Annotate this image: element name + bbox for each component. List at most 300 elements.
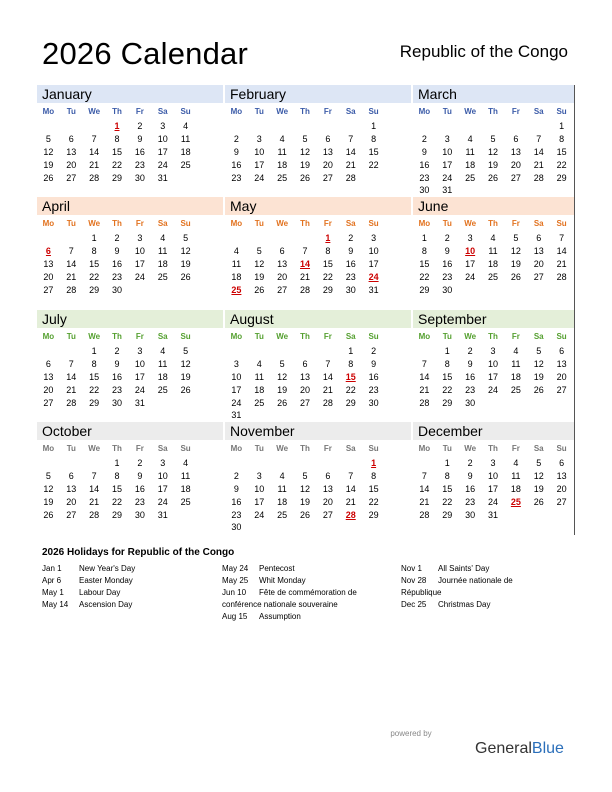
week-row — [413, 495, 573, 508]
holiday-day: 14 — [300, 258, 311, 269]
day-cell: 9 — [371, 359, 377, 370]
day-cell: 7 — [325, 359, 331, 370]
weekday-label: Tu — [442, 444, 452, 453]
week-row — [225, 495, 385, 508]
day-cell: 25 — [277, 172, 288, 183]
day-cell: 29 — [442, 509, 453, 520]
day-cell: 6 — [68, 471, 74, 482]
day-cell: 18 — [510, 483, 521, 494]
day-cell: 17 — [254, 496, 265, 507]
day-cell: 11 — [180, 134, 191, 145]
weekday-label: Fr — [323, 444, 332, 453]
day-cell: 2 — [371, 346, 377, 357]
day-cell: 12 — [488, 146, 499, 157]
day-cell: 13 — [66, 483, 77, 494]
day-cell: 30 — [442, 284, 453, 295]
day-cell: 21 — [89, 159, 100, 170]
holiday-column-2 — [222, 563, 357, 623]
day-cell: 26 — [300, 509, 311, 520]
month-march — [413, 85, 573, 197]
day-cell: 22 — [112, 496, 123, 507]
day-cell: 11 — [180, 471, 191, 482]
day-cell: 10 — [157, 471, 168, 482]
day-cell: 6 — [68, 134, 74, 145]
month-january — [37, 85, 197, 197]
day-cell: 22 — [345, 384, 356, 395]
week-row — [413, 146, 573, 159]
week-row — [225, 120, 385, 133]
weekday-label: We — [88, 444, 101, 453]
day-cell: 2 — [233, 134, 239, 145]
month-december — [413, 422, 573, 534]
day-cell: 31 — [368, 284, 379, 295]
weekday-label: Mo — [418, 444, 431, 453]
holiday-name: Pentecost — [259, 564, 295, 573]
weekday-label: Su — [368, 444, 379, 453]
day-cell: 19 — [488, 159, 499, 170]
day-cell: 2 — [444, 233, 450, 244]
weekday-label: Su — [368, 107, 379, 116]
day-cell: 25 — [254, 397, 265, 408]
day-cell: 26 — [254, 284, 265, 295]
day-cell: 17 — [442, 159, 453, 170]
week-row — [413, 470, 573, 483]
day-cell: 26 — [488, 172, 499, 183]
day-cell: 13 — [300, 371, 311, 382]
week-row — [225, 396, 385, 409]
day-cell: 19 — [43, 159, 54, 170]
day-cell: 3 — [256, 471, 262, 482]
weekday-label: Tu — [442, 219, 452, 228]
weekday-label: Sa — [533, 219, 544, 228]
column-separator — [222, 85, 223, 535]
day-cell: 3 — [490, 346, 496, 357]
day-cell: 10 — [134, 359, 145, 370]
quarter-1 — [37, 85, 575, 197]
weekday-header — [225, 440, 385, 457]
weekday-label: Fr — [135, 332, 144, 341]
day-cell: 12 — [533, 471, 544, 482]
week-row — [225, 345, 385, 358]
week-row — [225, 245, 385, 258]
day-cell: 12 — [533, 359, 544, 370]
day-cell: 22 — [442, 496, 453, 507]
page-title: 2026 Calendar — [42, 36, 248, 71]
weekday-label: Tu — [254, 444, 264, 453]
weekday-label: Th — [300, 107, 310, 116]
day-cell: 20 — [43, 271, 54, 282]
day-cell: 25 — [180, 496, 191, 507]
day-cell: 31 — [231, 410, 242, 421]
month-june — [413, 197, 573, 309]
weekday-label: Su — [556, 107, 567, 116]
day-cell: 10 — [254, 146, 265, 157]
day-cell: 6 — [559, 346, 565, 357]
generalblue-logo[interactable] — [475, 740, 564, 758]
day-cell: 28 — [89, 509, 100, 520]
week-row — [413, 345, 573, 358]
day-cell: 26 — [277, 397, 288, 408]
day-cell: 27 — [66, 172, 77, 183]
week-row — [225, 146, 385, 159]
day-cell: 3 — [137, 233, 143, 244]
week-row — [225, 270, 385, 283]
holiday-day: 15 — [345, 371, 356, 382]
day-cell: 19 — [533, 371, 544, 382]
day-cell: 9 — [114, 246, 120, 257]
day-cell: 8 — [325, 246, 331, 257]
holiday-name: Assumption — [259, 612, 301, 621]
day-cell: 12 — [43, 483, 54, 494]
day-cell: 27 — [322, 172, 333, 183]
weekday-label: We — [88, 332, 101, 341]
day-cell: 20 — [277, 271, 288, 282]
holiday-date: Jan 1 — [42, 564, 62, 573]
day-cell: 18 — [465, 159, 476, 170]
day-cell: 14 — [322, 371, 333, 382]
day-cell: 4 — [279, 134, 285, 145]
day-cell: 7 — [536, 134, 542, 145]
weekday-label: We — [88, 107, 101, 116]
week-row — [225, 133, 385, 146]
week-row — [225, 158, 385, 171]
day-cell: 30 — [112, 397, 123, 408]
day-cell: 5 — [536, 346, 542, 357]
weekday-label: Fr — [135, 107, 144, 116]
day-cell: 18 — [157, 371, 168, 382]
weekday-label: Tu — [254, 332, 264, 341]
day-cell: 24 — [134, 271, 145, 282]
country-name: Republic of the Congo — [399, 42, 568, 61]
holiday-day: 1 — [114, 121, 120, 132]
day-cell: 10 — [488, 359, 499, 370]
weekday-label: Sa — [157, 107, 168, 116]
day-cell: 8 — [114, 471, 120, 482]
day-cell: 9 — [137, 471, 143, 482]
holiday-entry — [401, 563, 513, 575]
weekday-label: Sa — [345, 219, 356, 228]
day-cell: 15 — [112, 483, 123, 494]
day-cell: 17 — [231, 384, 242, 395]
day-cell: 23 — [134, 159, 145, 170]
day-cell: 26 — [533, 496, 544, 507]
column-separator — [410, 85, 411, 535]
day-cell: 6 — [536, 233, 542, 244]
weekday-label: Mo — [42, 107, 55, 116]
day-cell: 16 — [419, 159, 430, 170]
week-row — [225, 283, 385, 296]
holiday-day: 25 — [510, 496, 521, 507]
weekday-header — [413, 440, 573, 457]
month-title: April — [37, 197, 223, 215]
day-cell: 2 — [467, 346, 473, 357]
weekday-label: Fr — [511, 107, 520, 116]
day-cell: 26 — [43, 509, 54, 520]
day-cell: 31 — [157, 172, 168, 183]
week-row — [37, 133, 197, 146]
week-row — [225, 470, 385, 483]
day-cell: 19 — [180, 258, 191, 269]
weekday-header — [225, 328, 385, 345]
day-cell: 23 — [442, 271, 453, 282]
holiday-entry — [42, 599, 135, 611]
day-cell: 5 — [302, 471, 308, 482]
weekday-label: Sa — [533, 107, 544, 116]
day-cell: 22 — [89, 271, 100, 282]
weekday-header — [413, 328, 573, 345]
month-title: June — [413, 197, 575, 215]
holiday-date: May 25 — [222, 576, 249, 585]
day-cell: 9 — [233, 146, 239, 157]
day-cell: 27 — [510, 172, 521, 183]
day-cell: 19 — [43, 496, 54, 507]
day-cell: 28 — [300, 284, 311, 295]
weekday-label: Sa — [157, 444, 168, 453]
weekday-label: We — [88, 219, 101, 228]
weekday-label: Su — [556, 219, 567, 228]
week-row — [37, 457, 197, 470]
week-row — [225, 521, 385, 534]
day-cell: 21 — [89, 496, 100, 507]
weekday-label: Th — [112, 107, 122, 116]
week-row — [413, 232, 573, 245]
week-row — [225, 508, 385, 521]
day-cell: 28 — [419, 397, 430, 408]
day-cell: 8 — [559, 134, 565, 145]
day-cell: 6 — [279, 246, 285, 257]
day-cell: 5 — [45, 471, 51, 482]
day-cell: 28 — [66, 397, 77, 408]
day-cell: 28 — [556, 271, 567, 282]
day-cell: 23 — [231, 509, 242, 520]
month-title: November — [225, 422, 411, 440]
day-cell: 16 — [231, 496, 242, 507]
day-cell: 14 — [419, 483, 430, 494]
day-cell: 26 — [180, 271, 191, 282]
holiday-entry — [222, 587, 357, 599]
holiday-name: Labour Day — [79, 588, 121, 597]
day-cell: 18 — [510, 371, 521, 382]
powered-by-text: powered by — [390, 729, 432, 738]
weekday-label: Sa — [157, 332, 168, 341]
day-cell: 18 — [277, 159, 288, 170]
weekday-label: We — [464, 219, 477, 228]
day-cell: 9 — [467, 359, 473, 370]
month-title: July — [37, 310, 223, 328]
day-cell: 17 — [254, 159, 265, 170]
weekday-label: Su — [368, 332, 379, 341]
day-cell: 7 — [302, 246, 308, 257]
day-cell: 6 — [302, 359, 308, 370]
day-cell: 23 — [465, 384, 476, 395]
day-cell: 4 — [467, 134, 473, 145]
weekday-label: Sa — [157, 219, 168, 228]
month-september — [413, 310, 573, 422]
weekday-label: Mo — [230, 219, 243, 228]
holiday-date: May 14 — [42, 600, 69, 609]
day-cell: 13 — [322, 483, 333, 494]
day-cell: 8 — [348, 359, 354, 370]
holiday-day: 25 — [231, 284, 242, 295]
weekday-label: Sa — [345, 444, 356, 453]
day-cell: 3 — [160, 458, 166, 469]
day-cell: 7 — [68, 359, 74, 370]
day-cell: 27 — [556, 496, 567, 507]
weekday-label: Mo — [42, 219, 55, 228]
day-cell: 20 — [43, 384, 54, 395]
weekday-label: Tu — [254, 107, 264, 116]
weekday-header — [37, 328, 197, 345]
holiday-date: Nov 1 — [401, 564, 422, 573]
week-row — [225, 409, 385, 422]
day-cell: 8 — [371, 134, 377, 145]
day-cell: 4 — [279, 471, 285, 482]
day-cell: 29 — [556, 172, 567, 183]
day-cell: 19 — [277, 384, 288, 395]
day-cell: 5 — [279, 359, 285, 370]
week-row — [225, 171, 385, 184]
day-cell: 30 — [112, 284, 123, 295]
day-cell: 29 — [419, 284, 430, 295]
day-cell: 20 — [66, 496, 77, 507]
holiday-day: 1 — [371, 458, 377, 469]
day-cell: 17 — [368, 258, 379, 269]
day-cell: 10 — [488, 471, 499, 482]
month-title: February — [225, 85, 411, 103]
weekday-label: Mo — [42, 332, 55, 341]
day-cell: 21 — [322, 384, 333, 395]
holiday-date: Jun 10 — [222, 588, 247, 597]
day-cell: 21 — [419, 496, 430, 507]
day-cell: 5 — [536, 458, 542, 469]
day-cell: 27 — [300, 397, 311, 408]
week-row — [225, 457, 385, 470]
day-cell: 30 — [465, 509, 476, 520]
day-cell: 25 — [157, 271, 168, 282]
weekday-header — [225, 103, 385, 120]
holiday-name: All Saints' Day — [438, 564, 490, 573]
weekday-label: Tu — [66, 107, 76, 116]
day-cell: 13 — [66, 146, 77, 157]
weekday-label: Mo — [230, 107, 243, 116]
day-cell: 21 — [66, 384, 77, 395]
weekday-label: We — [276, 219, 289, 228]
day-cell: 11 — [254, 371, 264, 382]
week-row — [413, 483, 573, 496]
weekday-label: Th — [300, 219, 310, 228]
day-cell: 31 — [134, 397, 145, 408]
day-cell: 29 — [89, 284, 100, 295]
day-cell: 12 — [254, 258, 265, 269]
day-cell: 23 — [231, 172, 242, 183]
day-cell: 29 — [442, 397, 453, 408]
day-cell: 15 — [368, 146, 379, 157]
grid-right-border — [574, 85, 575, 535]
holiday-name: Whit Monday — [259, 576, 306, 585]
day-cell: 6 — [45, 359, 51, 370]
day-cell: 3 — [490, 458, 496, 469]
weekday-label: Th — [300, 332, 310, 341]
day-cell: 15 — [419, 258, 430, 269]
day-cell: 12 — [277, 371, 288, 382]
holiday-date: Dec 25 — [401, 600, 427, 609]
week-row — [37, 120, 197, 133]
day-cell: 25 — [157, 384, 168, 395]
day-cell: 2 — [467, 458, 473, 469]
week-row — [37, 508, 197, 521]
holiday-entry — [42, 563, 135, 575]
day-cell: 3 — [371, 233, 377, 244]
weekday-label: Fr — [511, 219, 520, 228]
week-row — [413, 508, 573, 521]
day-cell: 27 — [43, 284, 54, 295]
day-cell: 1 — [348, 346, 354, 357]
weekday-header — [225, 215, 385, 232]
holiday-name: Easter Monday — [79, 576, 133, 585]
day-cell: 11 — [231, 258, 242, 269]
weekday-label: Th — [300, 444, 310, 453]
day-cell: 21 — [533, 159, 544, 170]
day-cell: 12 — [300, 146, 311, 157]
weekday-label: Tu — [66, 332, 76, 341]
holiday-entry — [222, 563, 357, 575]
weekday-label: Th — [112, 332, 122, 341]
week-row — [37, 171, 197, 184]
holiday-entry — [401, 599, 513, 611]
month-november — [225, 422, 385, 534]
day-cell: 11 — [465, 146, 475, 157]
day-cell: 26 — [300, 172, 311, 183]
weekday-label: Tu — [66, 219, 76, 228]
day-cell: 27 — [66, 509, 77, 520]
week-row — [37, 345, 197, 358]
day-cell: 5 — [45, 134, 51, 145]
day-cell: 7 — [348, 471, 354, 482]
day-cell: 22 — [368, 496, 379, 507]
day-cell: 10 — [254, 483, 265, 494]
day-cell: 28 — [419, 509, 430, 520]
week-row — [413, 184, 573, 197]
weekday-label: Th — [488, 219, 498, 228]
week-row — [37, 158, 197, 171]
holiday-column-3 — [401, 563, 513, 611]
day-cell: 22 — [556, 159, 567, 170]
week-row — [413, 358, 573, 371]
day-cell: 22 — [419, 271, 430, 282]
week-row — [37, 495, 197, 508]
day-cell: 18 — [488, 258, 499, 269]
day-cell: 5 — [490, 134, 496, 145]
day-cell: 17 — [488, 483, 499, 494]
weekday-label: Su — [180, 444, 191, 453]
weekday-label: Mo — [230, 444, 243, 453]
weekday-label: We — [464, 107, 477, 116]
day-cell: 26 — [180, 384, 191, 395]
day-cell: 22 — [442, 384, 453, 395]
day-cell: 3 — [467, 233, 473, 244]
day-cell: 24 — [488, 496, 499, 507]
week-row — [225, 483, 385, 496]
holiday-entry — [222, 575, 357, 587]
day-cell: 15 — [112, 146, 123, 157]
day-cell: 1 — [559, 121, 565, 132]
day-cell: 26 — [43, 172, 54, 183]
day-cell: 20 — [556, 371, 567, 382]
day-cell: 16 — [465, 371, 476, 382]
day-cell: 27 — [277, 284, 288, 295]
day-cell: 25 — [465, 172, 476, 183]
holiday-name: conférence nationale souveraine — [222, 600, 338, 609]
